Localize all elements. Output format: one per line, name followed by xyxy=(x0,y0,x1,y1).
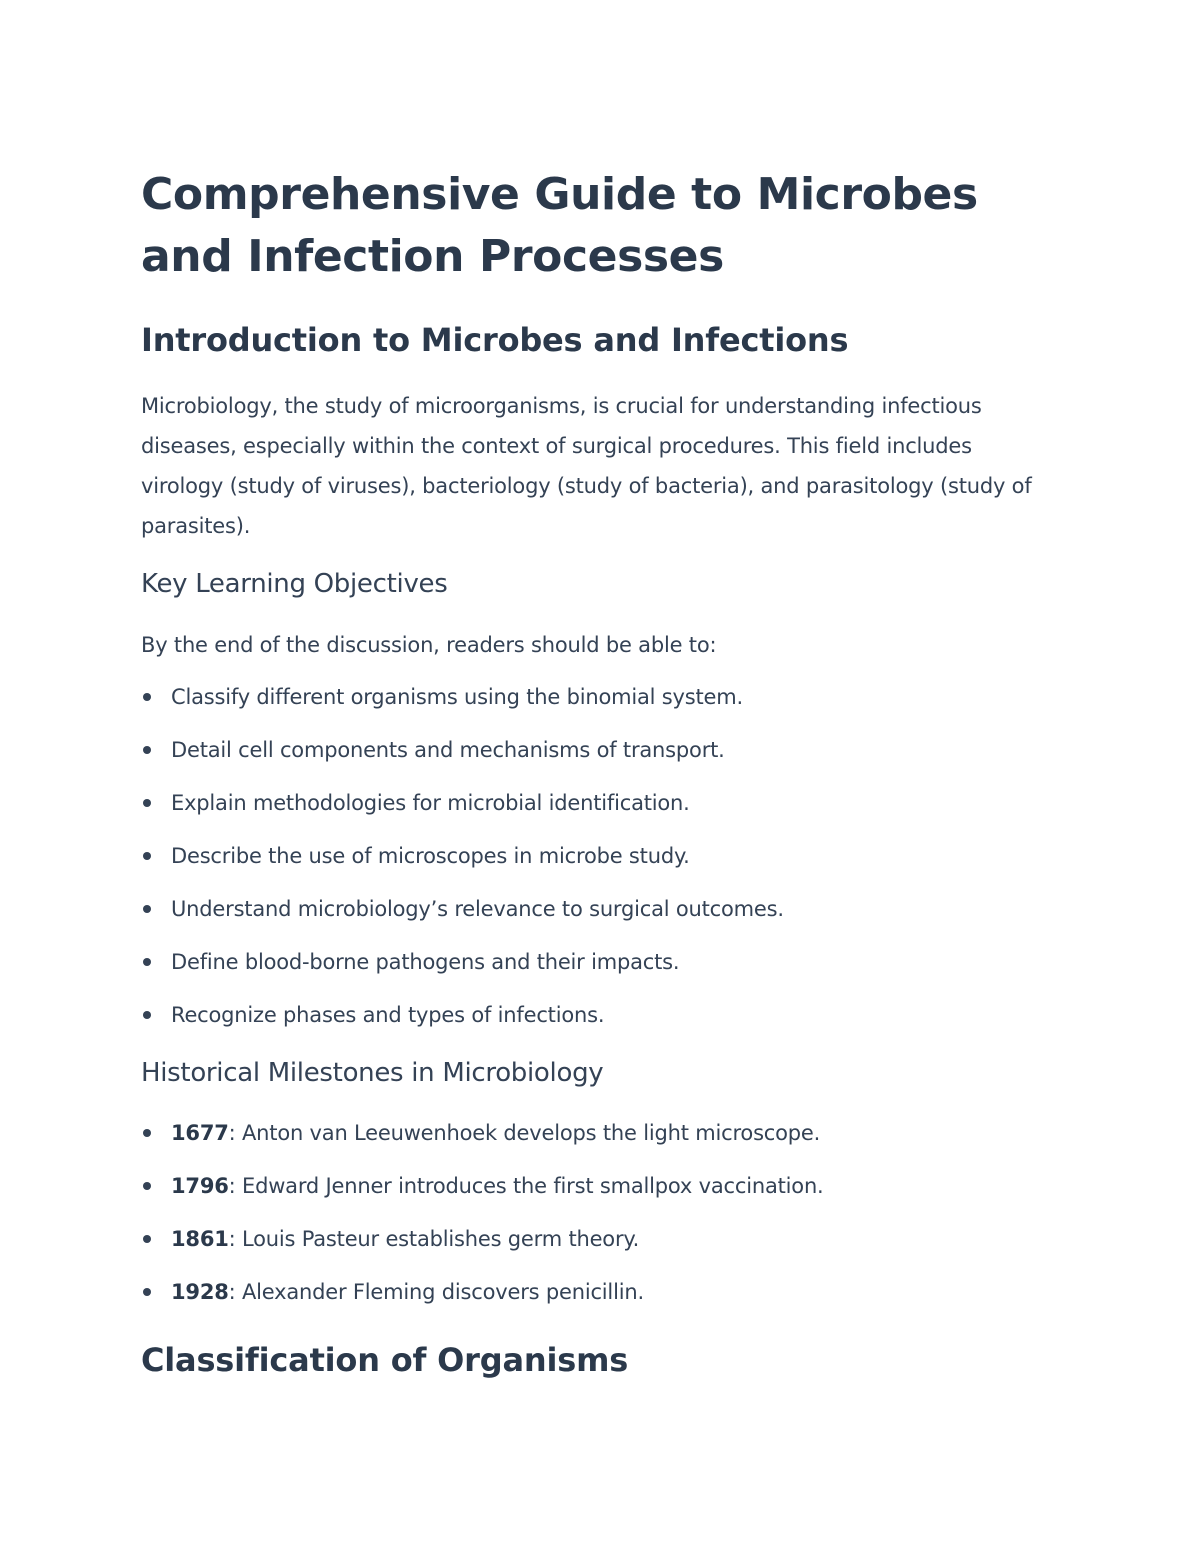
milestone-text: : Edward Jenner introduces the first smallpox vaccination. xyxy=(228,1174,824,1198)
milestone-text: : Alexander Fleming discovers penicillin. xyxy=(228,1280,644,1304)
milestone-text: : Louis Pasteur establishes germ theory. xyxy=(228,1227,640,1251)
milestone-year: 1861 xyxy=(171,1227,229,1251)
list-item-text: Define blood-borne pathogens and their impacts. xyxy=(171,950,680,974)
list-item xyxy=(141,677,784,730)
milestone-year: 1677 xyxy=(171,1121,229,1145)
bullet-icon xyxy=(143,1129,151,1137)
intro-heading: Introduction to Microbes and Infections xyxy=(141,321,849,359)
intro-paragraph: Microbiology, the study of microorganisms, is crucial for understanding infectious diseases, especially within the context of surgical procedures. This field includes virology (study of viruses), bacteriology (study of bacteria), and parasitology (study of parasites). xyxy=(141,394,1032,538)
bullet-icon xyxy=(143,1288,151,1296)
bullet-icon xyxy=(143,799,151,807)
list-item xyxy=(141,1219,824,1272)
milestone-year: 1928 xyxy=(171,1280,229,1304)
bullet-icon xyxy=(143,1235,151,1243)
bullet-icon xyxy=(143,905,151,913)
objectives-lead: By the end of the discussion, readers should be able to: xyxy=(141,633,717,657)
objectives-heading: Key Learning Objectives xyxy=(141,569,448,599)
list-item xyxy=(141,942,784,995)
list-item-text: Understand microbiology’s relevance to surgical outcomes. xyxy=(171,897,784,921)
list-item xyxy=(141,889,784,942)
classification-heading: Classification of Organisms xyxy=(141,1341,629,1379)
list-item xyxy=(141,783,784,836)
objectives-list xyxy=(141,677,784,1048)
list-item xyxy=(141,1166,824,1219)
milestones-list xyxy=(141,1113,824,1325)
bullet-icon xyxy=(143,852,151,860)
bullet-icon xyxy=(143,746,151,754)
bullet-icon xyxy=(143,958,151,966)
list-item-text: Describe the use of microscopes in microbe study. xyxy=(171,844,690,868)
list-item-text: Recognize phases and types of infections. xyxy=(171,1003,605,1027)
bullet-icon xyxy=(143,1182,151,1190)
bullet-icon xyxy=(143,693,151,701)
document-title: Comprehensive Guide to Microbes and Infection Processes xyxy=(141,169,978,282)
bullet-icon xyxy=(143,1011,151,1019)
list-item-text: Explain methodologies for microbial identification. xyxy=(171,791,690,815)
milestones-heading: Historical Milestones in Microbiology xyxy=(141,1058,604,1088)
list-item xyxy=(141,995,784,1048)
list-item-text: Detail cell components and mechanisms of transport. xyxy=(171,738,725,762)
milestone-year: 1796 xyxy=(171,1174,229,1198)
list-item xyxy=(141,836,784,889)
list-item xyxy=(141,1272,824,1325)
list-item xyxy=(141,730,784,783)
list-item-text: Classify different organisms using the binomial system. xyxy=(171,685,743,709)
milestone-text: : Anton van Leeuwenhoek develops the light microscope. xyxy=(228,1121,821,1145)
list-item xyxy=(141,1113,824,1166)
